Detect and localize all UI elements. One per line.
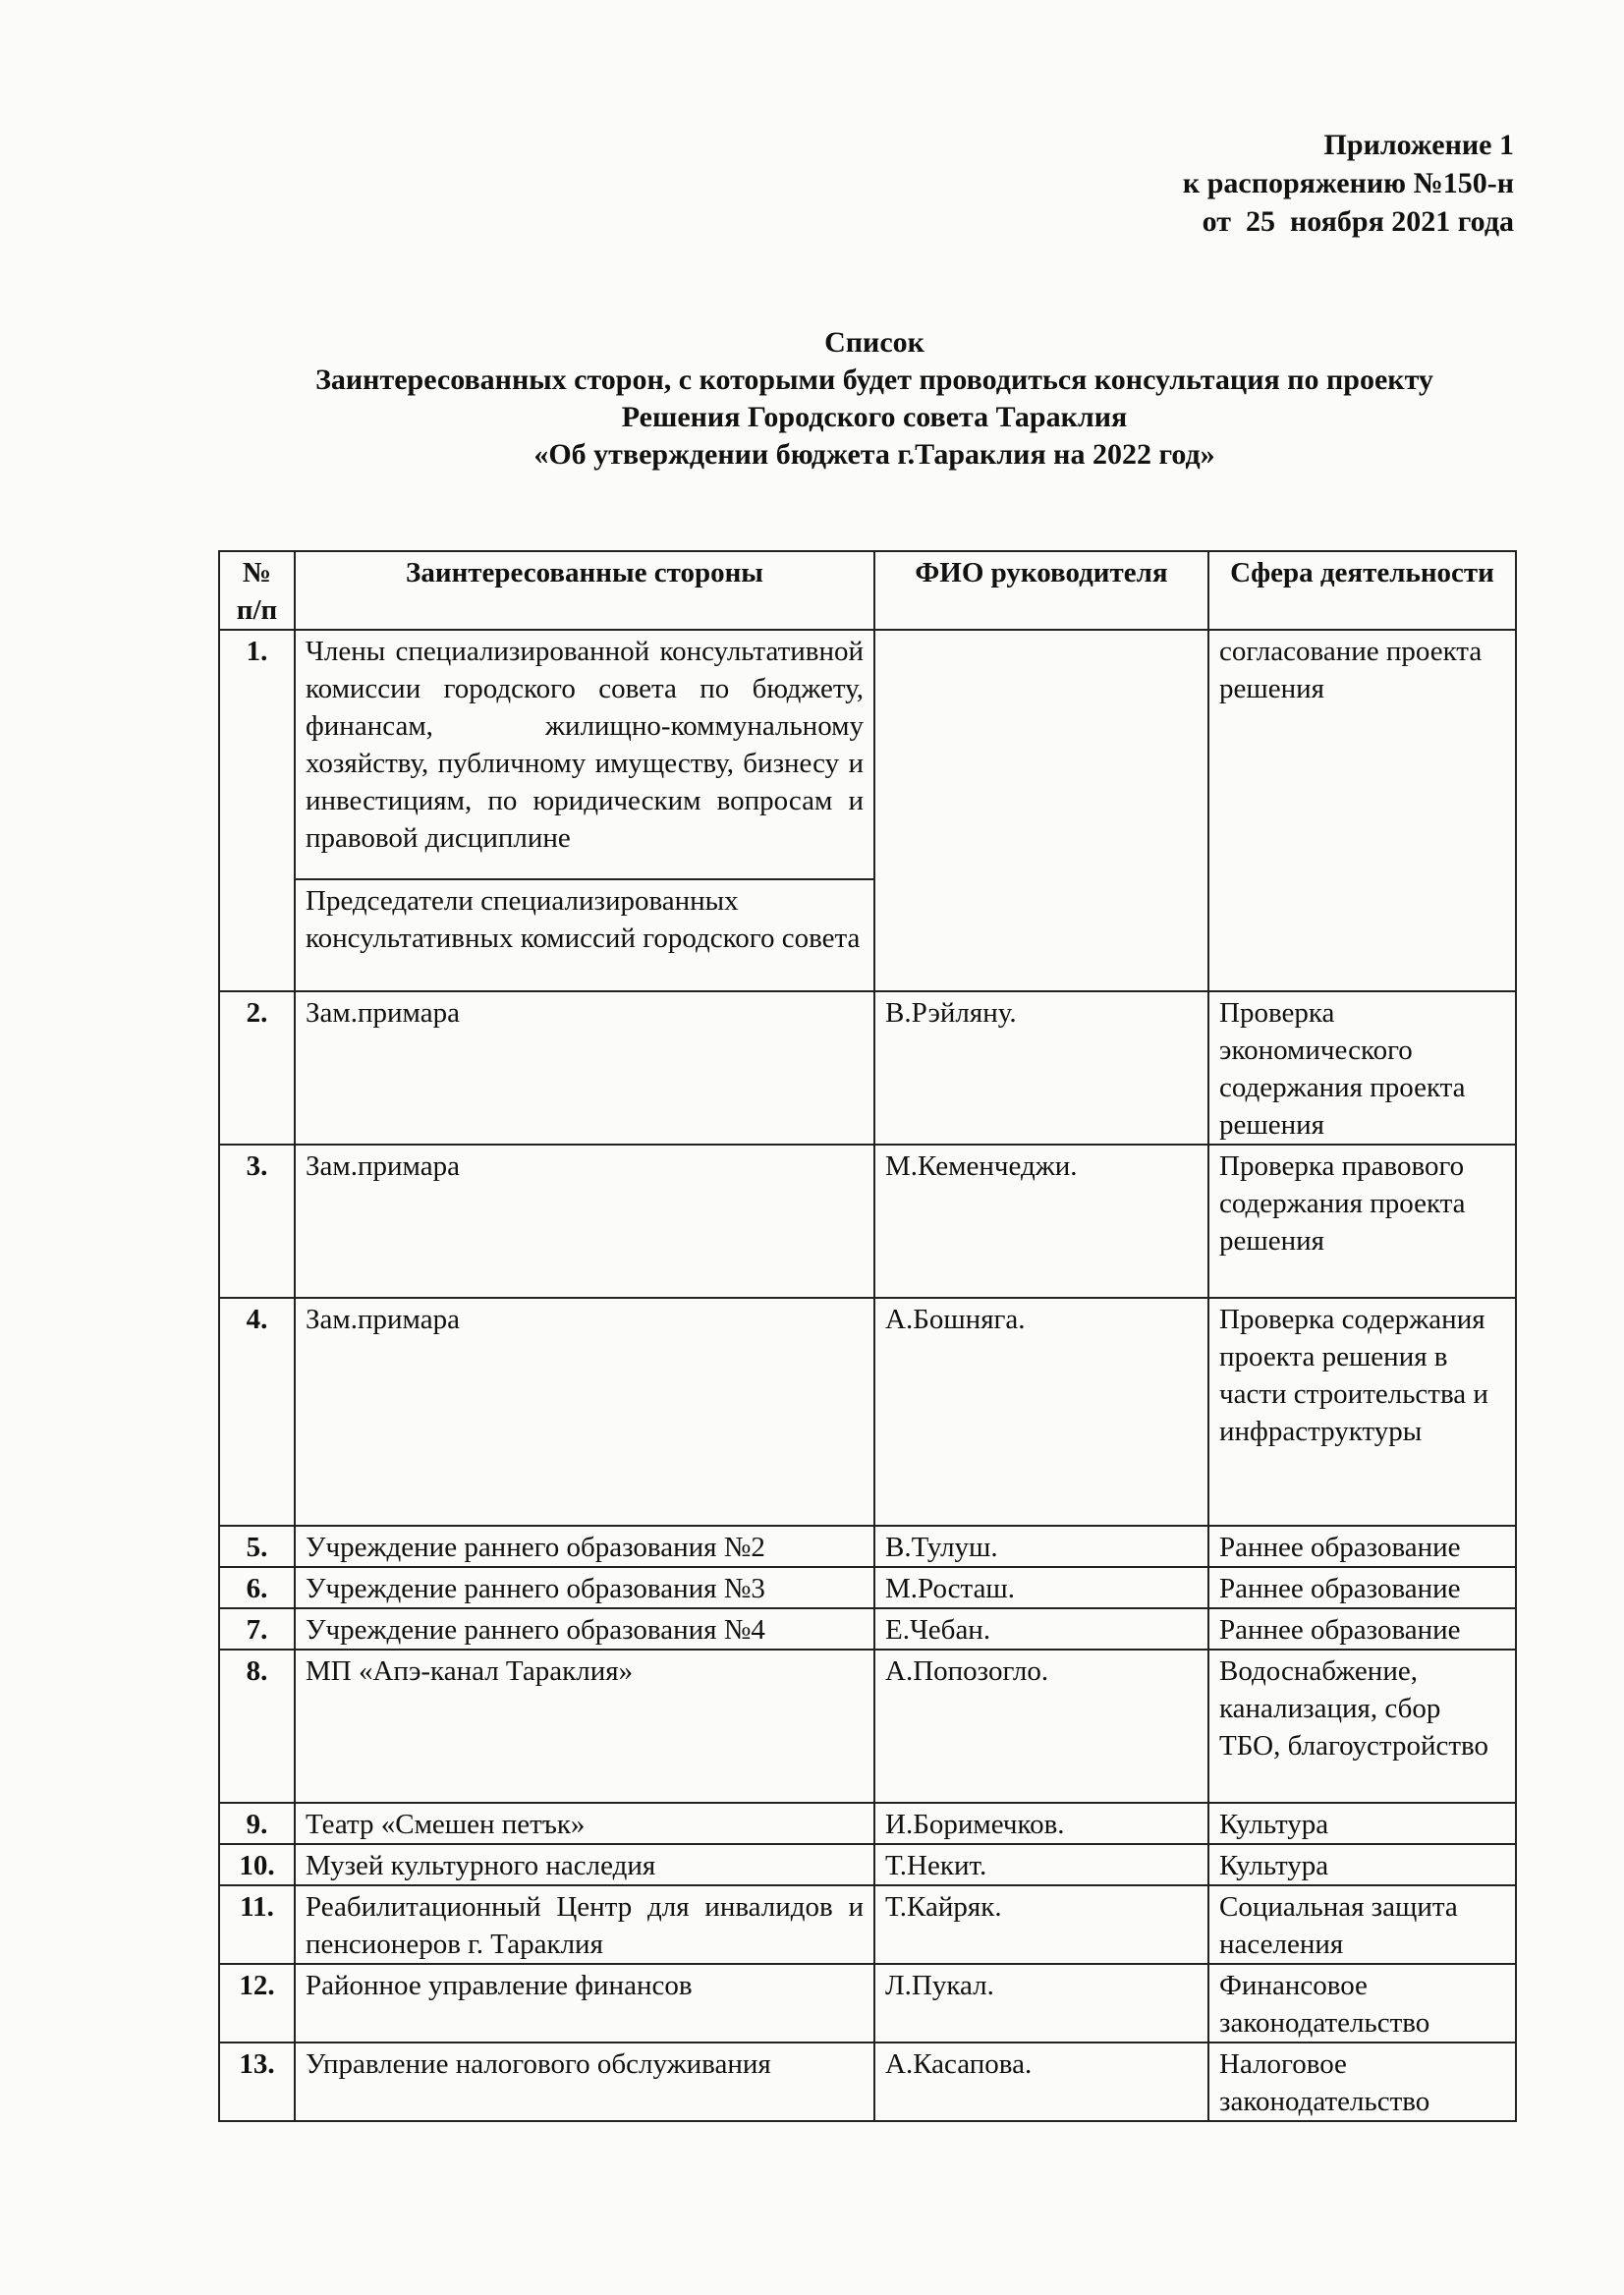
table-header-row (219, 551, 1516, 630)
row-party: Зам.примара (295, 1298, 874, 1526)
annex-line-3: от 25 ноября 2021 года (1202, 205, 1514, 238)
row-area: Раннее образование (1208, 1608, 1516, 1650)
row-num: 13. (219, 2043, 295, 2121)
row-party: Зам.примара (295, 991, 874, 1145)
header-head: ФИО руководителя (874, 551, 1208, 630)
stakeholders-table (218, 550, 1517, 2122)
table-row (219, 991, 1516, 1145)
table-row (219, 1885, 1516, 1964)
table-row (219, 1567, 1516, 1608)
row-party: Театр «Смешен петък» (295, 1803, 874, 1844)
row-num: 4. (219, 1298, 295, 1526)
table-row (219, 1145, 1516, 1298)
row-num: 6. (219, 1567, 295, 1608)
row-head: А.Касапова. (874, 2043, 1208, 2121)
row-num: 2. (219, 991, 295, 1145)
row-area: Культура (1208, 1844, 1516, 1885)
row-num: 11. (219, 1885, 295, 1964)
row-head: В.Рэйляну. (874, 991, 1208, 1145)
row-head: А.Попозогло. (874, 1650, 1208, 1803)
row-head: Л.Пукал. (874, 1964, 1208, 2043)
header-num: № п/п (219, 551, 295, 630)
row-head: В.Тулуш. (874, 1526, 1208, 1567)
row-party: Учреждение раннего образования №2 (295, 1526, 874, 1567)
title-line-1: Список (824, 326, 924, 359)
row-head: М.Росташ. (874, 1567, 1208, 1608)
row-area: Проверка правового содержания проекта решения (1208, 1145, 1516, 1298)
row-party: Управление налогового обслуживания (295, 2043, 874, 2121)
table-row (219, 1526, 1516, 1567)
row-num: 1. (219, 630, 295, 991)
row-area: Социальная защита населения (1208, 1885, 1516, 1964)
table-row (219, 1650, 1516, 1803)
document-title (157, 324, 1592, 474)
row-head: И.Боримечков. (874, 1803, 1208, 1844)
row-num: 8. (219, 1650, 295, 1803)
row-area: Проверка содержания проекта решения в части строительства и инфраструктуры (1208, 1298, 1516, 1526)
row-party: МП «Апэ-канал Тараклия» (295, 1650, 874, 1803)
row-head: Е.Чебан. (874, 1608, 1208, 1650)
party-members: Члены специализированной консультативной комиссии городского совета по бюджету, финансам, жилищно-коммунальному хозяйству, публичному имуществу, бизнесу и инвестициям, по юридическим вопросам и правовой дисциплине (306, 636, 864, 854)
row-num: 9. (219, 1803, 295, 1844)
row-head: А.Бошняга. (874, 1298, 1208, 1526)
row-num: 10. (219, 1844, 295, 1885)
table-row (219, 2043, 1516, 2121)
party-chairs: Председатели специализированных консультативных комиссий городского совета (296, 878, 873, 990)
table-row (219, 630, 1516, 991)
header-area: Сфера деятельности (1208, 551, 1516, 630)
row-head: Т.Некит. (874, 1844, 1208, 1885)
row-num: 12. (219, 1964, 295, 2043)
row-head: М.Кеменчеджи. (874, 1145, 1208, 1298)
row-num: 3. (219, 1145, 295, 1298)
row-head: Т.Кайряк. (874, 1885, 1208, 1964)
table-row (219, 1803, 1516, 1844)
title-line-4: «Об утверждении бюджета г.Тараклия на 2022 год» (533, 438, 1215, 471)
annex-header (1183, 126, 1514, 241)
row-party: Реабилитационный Центр для инвалидов и пенсионеров г. Тараклия (295, 1885, 874, 1964)
row-party (295, 630, 874, 991)
table-row (219, 1964, 1516, 2043)
row-area: Культура (1208, 1803, 1516, 1844)
row-head (874, 630, 1208, 991)
row-area: Раннее образование (1208, 1526, 1516, 1567)
row-area: Раннее образование (1208, 1567, 1516, 1608)
annex-line-2: к распоряжению №150-н (1182, 167, 1514, 199)
row-num: 7. (219, 1608, 295, 1650)
header-party: Заинтересованные стороны (295, 551, 874, 630)
table-row (219, 1844, 1516, 1885)
row-area: Водоснабжение, канализация, сбор ТБО, благоустройство (1208, 1650, 1516, 1803)
row-party: Учреждение раннего образования №3 (295, 1567, 874, 1608)
title-line-3: Решения Городского совета Тараклия (621, 401, 1128, 433)
row-area: Финансовое законодательство (1208, 1964, 1516, 2043)
row-party: Музей культурного наследия (295, 1844, 874, 1885)
row-num: 5. (219, 1526, 295, 1567)
table-row (219, 1298, 1516, 1526)
title-line-2: Заинтересованных сторон, с которыми будет проводиться консультация по проекту (315, 364, 1433, 396)
table-row (219, 1608, 1516, 1650)
row-area: согласование проекта решения (1208, 630, 1516, 991)
row-area: Налоговое законодательство (1208, 2043, 1516, 2121)
row-area: Проверка экономического содержания проекта решения (1208, 991, 1516, 1145)
annex-line-1: Приложение 1 (1323, 129, 1514, 161)
row-party: Зам.примара (295, 1145, 874, 1298)
row-party: Районное управление финансов (295, 1964, 874, 2043)
row-party: Учреждение раннего образования №4 (295, 1608, 874, 1650)
